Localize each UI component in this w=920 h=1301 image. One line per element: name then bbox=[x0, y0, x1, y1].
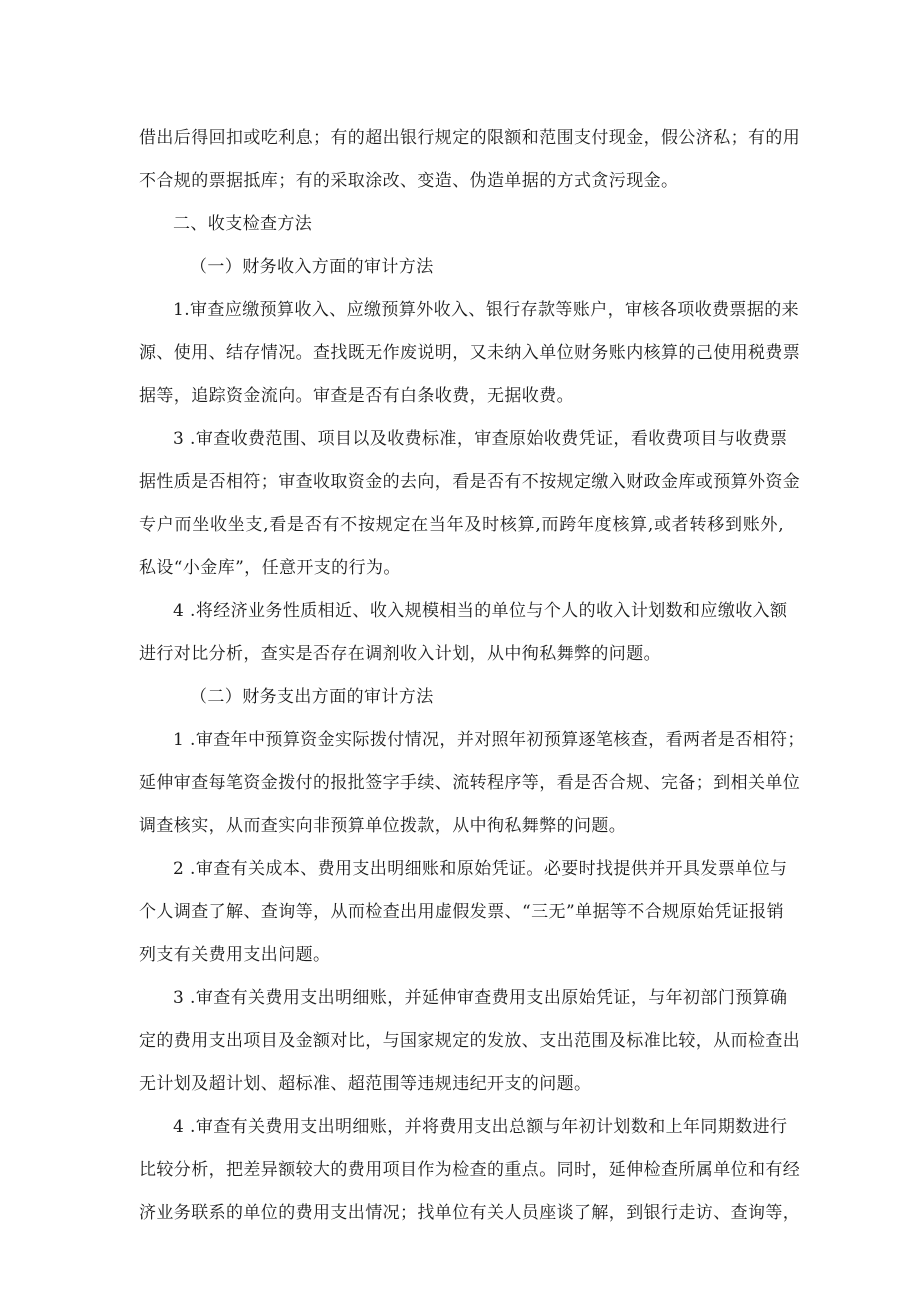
paragraph-line: 不合规的票据抵库；有的采取涂改、变造、伪造单据的方式贪污现金。 bbox=[139, 171, 679, 191]
paragraph-line: 进行对比分析，查实是否存在调剂收入计划，从中徇私舞弊的问题。 bbox=[139, 644, 661, 664]
paragraph-line: 1.审查应缴预算收入、应缴预算外收入、银行存款等账户，审核各项收费票据的来 bbox=[173, 300, 800, 320]
paragraph-line: 定的费用支出项目及金额对比，与国家规定的发放、支出范围及标准比较，从而检查出 bbox=[139, 1031, 801, 1051]
paragraph-line: 列支有关费用支出问题。 bbox=[139, 945, 331, 965]
paragraph-line: 4 .将经济业务性质相近、收入规模相当的单位与个人的收入计划数和应缴收入额 bbox=[173, 601, 788, 621]
paragraph-line: 比较分析，把差异额较大的费用项目作为检查的重点。同时，延伸检查所属单位和有经 bbox=[139, 1160, 801, 1180]
paragraph-line: 3 .审查有关费用支出明细账，并延伸审查费用支出原始凭证，与年初部门预算确 bbox=[173, 988, 788, 1008]
paragraph-line: 私设“小金库”，任意开支的行为。 bbox=[139, 558, 401, 578]
paragraph-line: 专户而坐收坐支,看是否有不按规定在当年及时核算,而跨年度核算,或者转移到账外, bbox=[139, 515, 784, 535]
section-heading: 二、收支检查方法 bbox=[173, 214, 313, 234]
paragraph-line: 据性质是否相符；审查收取资金的去向，看是否有不按规定缴入财政金库或预算外资金 bbox=[139, 472, 801, 492]
paragraph-line: 济业务联系的单位的费用支出情况；找单位有关人员座谈了解，到银行走访、查询等， bbox=[139, 1203, 801, 1223]
paragraph-line: 3 .审查收费范围、项目以及收费标准，审查原始收费凭证，看收费项目与收费票 bbox=[173, 429, 788, 449]
paragraph-line: 据等，追踪资金流向。审查是否有白条收费，无据收费。 bbox=[139, 386, 574, 406]
paragraph-line: 2 .审查有关成本、费用支出明细账和原始凭证。必要时找提供并开具发票单位与 bbox=[173, 859, 788, 879]
paragraph-line: 1 .审查年中预算资金实际拨付情况，并对照年初预算逐笔核查，看两者是否相符； bbox=[173, 730, 805, 750]
subsection-heading: （二）财务支出方面的审计方法 bbox=[190, 687, 434, 707]
subsection-heading: （一）财务收入方面的审计方法 bbox=[190, 257, 434, 277]
paragraph-line: 借出后得回扣或吃利息；有的超出银行规定的限额和范围支付现金，假公济私；有的用 bbox=[139, 128, 801, 148]
paragraph-line: 延伸审查每笔资金拨付的报批签字手续、流转程序等，看是否合规、完备；到相关单位 bbox=[139, 773, 801, 793]
paragraph-line: 4 .审查有关费用支出明细账，并将费用支出总额与年初计划数和上年同期数进行 bbox=[173, 1117, 788, 1137]
paragraph-line: 调查核实，从而查实向非预算单位拨款，从中徇私舞弊的问题。 bbox=[139, 816, 627, 836]
paragraph-line: 源、使用、结存情况。查找既无作废说明，又未纳入单位财务账内核算的己使用税费票 bbox=[139, 343, 801, 363]
paragraph-line: 无计划及超计划、超标准、超范围等违规违纪开支的问题。 bbox=[139, 1074, 592, 1094]
paragraph-line: 个人调查了解、查询等，从而检查出用虚假发票、“三无”单据等不合规原始凭证报销 bbox=[139, 902, 784, 922]
